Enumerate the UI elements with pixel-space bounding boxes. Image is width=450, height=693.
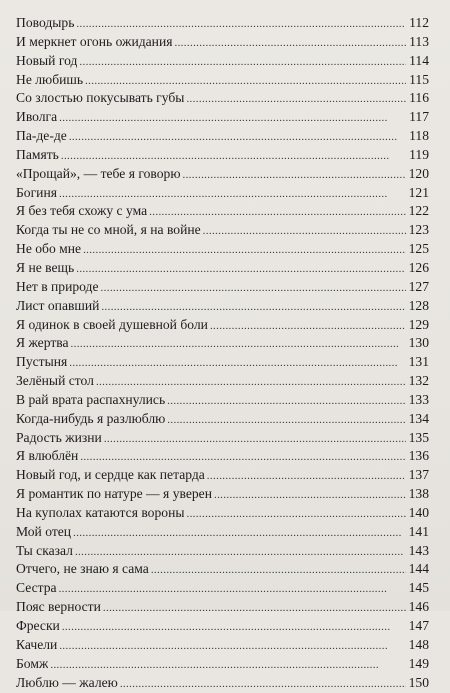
- toc-entry: [16, 14, 429, 33]
- toc-entry-title: Ты сказал: [16, 542, 73, 558]
- toc-entry-page-number: 112: [409, 15, 429, 30]
- toc-entry: [16, 429, 429, 448]
- toc-entry-page-number: 117: [409, 109, 429, 125]
- toc-entry-title: Когда ты не со мной, я на войне: [16, 222, 201, 238]
- toc-entry-page-number: 138: [408, 486, 429, 502]
- toc-entry-page-number: 113: [409, 33, 429, 49]
- toc-entry: [16, 579, 429, 598]
- dot-leader: [103, 599, 406, 618]
- toc-entry: [16, 674, 429, 693]
- dot-leader: [59, 109, 406, 128]
- toc-entry: [16, 636, 429, 655]
- dot-leader: [120, 675, 406, 693]
- toc-entry-page-number: 136: [408, 448, 429, 464]
- toc-entry-title: Я романтик по натуре — я уверен: [16, 486, 212, 502]
- dot-leader: [59, 580, 406, 599]
- toc-entry-page-number: 123: [408, 222, 429, 238]
- dot-leader: [186, 505, 406, 524]
- toc-entry: [16, 259, 429, 278]
- toc-entry: [16, 353, 429, 372]
- toc-entry-page-number: 149: [408, 655, 429, 671]
- dot-leader: [62, 618, 406, 637]
- toc-entry-title: Бомж: [16, 655, 49, 671]
- toc-entry-title: Богиня: [16, 184, 57, 200]
- toc-entry-page-number: 129: [408, 316, 429, 332]
- toc-entry-title: Иволга: [16, 109, 58, 125]
- toc-entry: [16, 410, 429, 429]
- dot-leader: [79, 53, 406, 72]
- toc-entry-title: Я без тебя схожу с ума: [16, 203, 148, 219]
- dot-leader: [151, 561, 406, 580]
- toc-entry-page-number: 140: [408, 504, 429, 520]
- toc-entry-page-number: 135: [408, 429, 429, 445]
- toc-entry-title: Память: [16, 146, 59, 162]
- toc-entry-title: Когда-нибудь я разлюблю: [16, 410, 166, 426]
- toc-entry: [16, 184, 429, 203]
- dot-leader: [104, 430, 406, 449]
- toc-entry-page-number: 116: [409, 90, 429, 106]
- dot-leader: [69, 128, 406, 147]
- toc-entry-page-number: 141: [408, 523, 429, 539]
- dot-leader: [80, 448, 406, 467]
- dot-leader: [73, 524, 406, 543]
- toc-entry: [16, 108, 429, 127]
- dot-leader: [203, 222, 406, 241]
- toc-entry-title: Не обо мне: [16, 241, 82, 257]
- dot-leader: [59, 637, 406, 656]
- toc-entry-title: Отчего, не знаю я сама: [16, 561, 149, 577]
- toc-entry-page-number: 132: [408, 373, 429, 389]
- toc-entry-title: Фрески: [16, 618, 60, 633]
- toc-entry: [16, 127, 429, 146]
- toc-entry: [16, 523, 429, 542]
- toc-entry-page-number: 130: [408, 335, 429, 351]
- table-of-contents: [16, 14, 429, 692]
- dot-leader: [76, 260, 406, 279]
- toc-entry-page-number: 115: [409, 71, 429, 87]
- toc-entry: [16, 485, 429, 504]
- toc-entry-title: На куполах катаются вороны: [16, 504, 185, 520]
- toc-entry-title: Я влюблён: [16, 448, 79, 464]
- toc-entry: [16, 71, 429, 90]
- toc-entry: [16, 240, 429, 259]
- dot-leader: [96, 373, 406, 392]
- toc-entry-page-number: 146: [408, 599, 429, 615]
- toc-entry-page-number: 128: [408, 297, 429, 313]
- toc-entry-title: Со злостью покусывать губы: [16, 90, 185, 106]
- toc-entry-page-number: 122: [408, 203, 429, 219]
- dot-leader: [75, 543, 406, 562]
- toc-entry-title: Нет в природе: [16, 278, 99, 294]
- toc-entry: [16, 278, 429, 297]
- toc-entry: [16, 146, 429, 165]
- toc-entry-title: Я не вещь: [16, 259, 75, 275]
- dot-leader: [207, 467, 406, 486]
- toc-entry-title: Зелёный стол: [16, 373, 94, 389]
- toc-entry: [16, 202, 429, 221]
- toc-entry: [16, 89, 429, 108]
- toc-entry-page-number: 148: [408, 636, 429, 652]
- toc-entry-title: Сестра: [16, 580, 57, 596]
- dot-leader: [101, 279, 406, 298]
- toc-entry-title: Люблю — жалею: [16, 674, 118, 690]
- toc-entry: [16, 33, 429, 52]
- toc-entry: [16, 221, 429, 240]
- toc-entry-title: В рай врата распахнулись: [16, 391, 166, 407]
- toc-entry-page-number: 127: [408, 278, 429, 294]
- toc-entry-title: Новый год, и сердце как петарда: [16, 467, 205, 483]
- dot-leader: [101, 298, 406, 317]
- toc-entry: [16, 598, 429, 617]
- toc-entry: [16, 655, 429, 674]
- toc-entry-page-number: 120: [408, 165, 429, 181]
- toc-entry: [16, 334, 429, 353]
- toc-entry-title: Поводырь: [16, 15, 75, 30]
- toc-entry-title: Не любишь: [16, 71, 84, 87]
- dot-leader: [71, 335, 406, 354]
- toc-entry-page-number: 150: [408, 674, 429, 690]
- toc-entry-page-number: 145: [408, 580, 429, 596]
- toc-entry: [16, 391, 429, 410]
- dot-leader: [167, 392, 406, 411]
- toc-entry-page-number: 118: [409, 128, 429, 144]
- toc-entry: [16, 560, 429, 579]
- toc-entry-page-number: 121: [408, 184, 429, 200]
- dot-leader: [210, 317, 406, 336]
- toc-entry-title: Я одинок в своей душевной боли: [16, 316, 208, 332]
- toc-entry: [16, 542, 429, 561]
- dot-leader: [59, 185, 406, 204]
- toc-entry-title: «Прощай», — тебе я говорю: [16, 165, 181, 181]
- dot-leader: [214, 486, 406, 505]
- toc-entry-title: Качели: [16, 636, 58, 652]
- toc-entry-title: Мой отец: [16, 523, 72, 539]
- toc-entry: [16, 165, 429, 184]
- dot-leader: [186, 90, 406, 109]
- toc-entry: [16, 52, 429, 71]
- dot-leader: [149, 203, 406, 222]
- dot-leader: [174, 34, 406, 53]
- toc-entry: [16, 617, 429, 636]
- toc-entry: [16, 297, 429, 316]
- toc-entry: [16, 447, 429, 466]
- dot-leader: [167, 411, 406, 430]
- toc-entry-title: Лист опавший: [16, 297, 100, 313]
- toc-entry-page-number: 144: [408, 561, 429, 577]
- toc-entry-title: Пояс верности: [16, 599, 101, 615]
- toc-entry-page-number: 125: [408, 241, 429, 257]
- toc-entry-page-number: 133: [408, 391, 429, 407]
- toc-entry-page-number: 143: [408, 542, 429, 558]
- dot-leader: [85, 72, 406, 91]
- toc-entry-title: И меркнет огонь ожидания: [16, 33, 173, 49]
- toc-entry: [16, 504, 429, 523]
- toc-entry-page-number: 114: [409, 52, 429, 68]
- toc-entry: [16, 466, 429, 485]
- toc-entry: [16, 316, 429, 335]
- toc-entry: [16, 372, 429, 391]
- toc-entry-title: Пустыня: [16, 354, 68, 370]
- toc-entry-page-number: 119: [409, 146, 429, 162]
- toc-entry-title: Я жертва: [16, 335, 69, 351]
- dot-leader: [76, 15, 406, 34]
- toc-entry-page-number: 134: [408, 410, 429, 426]
- toc-entry-page-number: 147: [408, 618, 429, 633]
- dot-leader: [69, 354, 406, 373]
- toc-entry-page-number: 126: [408, 259, 429, 275]
- dot-leader: [83, 241, 406, 260]
- toc-entry-title: Новый год: [16, 52, 78, 68]
- dot-leader: [182, 166, 406, 185]
- dot-leader: [61, 147, 406, 166]
- toc-entry-title: Па-де-де: [16, 128, 67, 144]
- toc-entry-page-number: 137: [408, 467, 429, 483]
- toc-entry-title: Радость жизни: [16, 429, 102, 445]
- dot-leader: [50, 656, 406, 675]
- toc-entry-page-number: 131: [408, 354, 429, 370]
